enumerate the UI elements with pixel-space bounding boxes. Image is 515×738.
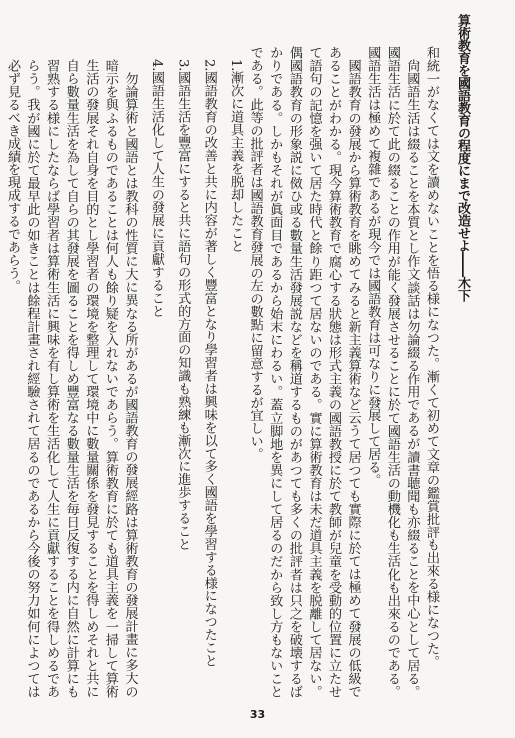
list-item [166, 46, 192, 698]
list-text: 漸次に道具主義を脱却したこと [228, 71, 244, 253]
list-item [192, 46, 218, 698]
list-item [140, 46, 166, 698]
paragraph: 國語教育の發展から算術教育を眺めてみると新主義算術など云うて居つても實際に於ては極めて發展の低級であることがわかる。現今算術教育で腐心する狀態は形式主義の國語教授に於て教師が兒童を受動的位置に立たせて語句の記憶を强いて居た時代と餘り距つて居ないのである。實に算術教育は未だ道具主義を脱離して居ない。偶國語教育の形象説に傚ひ或る數量生活發展説などを稱道するものがあつても多くの批評者は只之を破壊するばかりである。しかもそれが眞面目であるから始末にわるい。蓋立脚地を異にして居るのだから致し方もないことである。此等の批評者は國語教育發展の左の數點に留意するが宜しい。 [247, 46, 361, 698]
list-number: 3. [175, 59, 191, 72]
body-text [4, 46, 441, 698]
list-number: 2. [201, 59, 217, 72]
list-text: 國語生活化して人生の發展に貢獻すること [148, 71, 164, 318]
paragraph: 勿論算術と國語とは教科の性質に大に異なる所があるが國語教育の發展經路は算術教育の發展計畫に多大の暗示を與ふるものであることは何人も餘り疑を入れないであらう。算術教育に於ても道具主義を一掃して算術生活の發展それ自身を目的とし學習者の環境を整理して環境中に數量關係を發見することを得しめそれと共に自ら數量生活を為して自らの其發展を圖ることを得しめ豐富なる數量生活を毎日反復する内に自然に計算にも習熟する様にしたならば學習者は算術生活に興味を有し算術を生活化して人生に貢獻することを得しめるであらう。我が國に於て最早此の如きことは餘程計畫され經驗されて居るのであるから今後の努力如何によつては必ず見るべき成績を現成するであらう。 [4, 59, 138, 698]
list-number: 4. [148, 59, 164, 72]
running-header: 算術教育を國語教育の程度にまで改造せよ――木下 [455, 14, 470, 302]
list-item [219, 46, 245, 698]
page-number: 33 [249, 708, 266, 721]
list-text: 國語生活を豐富にすると共に語句の形式的方面の知識も熟練も漸次に進歩すること [175, 71, 191, 551]
list-text: 國語教育の改善と共に内容が著しく豐富となり學習者は興味を以て多く國語を學習する様になつたこと [201, 71, 217, 667]
list-number: 1. [228, 59, 244, 72]
paragraph: 和統一がなくては文を讀めないことを悟る様になつた。漸くて初めて文章の鑑賞批評も出來る様になつた。 [424, 46, 439, 668]
paragraph: 尙國語生活は綴ることを本質とし作文談話は勿論綴る作用であるが讀書聴聞も亦綴ることを中心として居る。國語生活に於て此の綴ることの作用が能く發展させることに於て國語生活の動機化も生活化も出來るのである。國語生活は極めて複雜であるが現今では國語教育は可なりに發展して居る。 [365, 46, 420, 698]
